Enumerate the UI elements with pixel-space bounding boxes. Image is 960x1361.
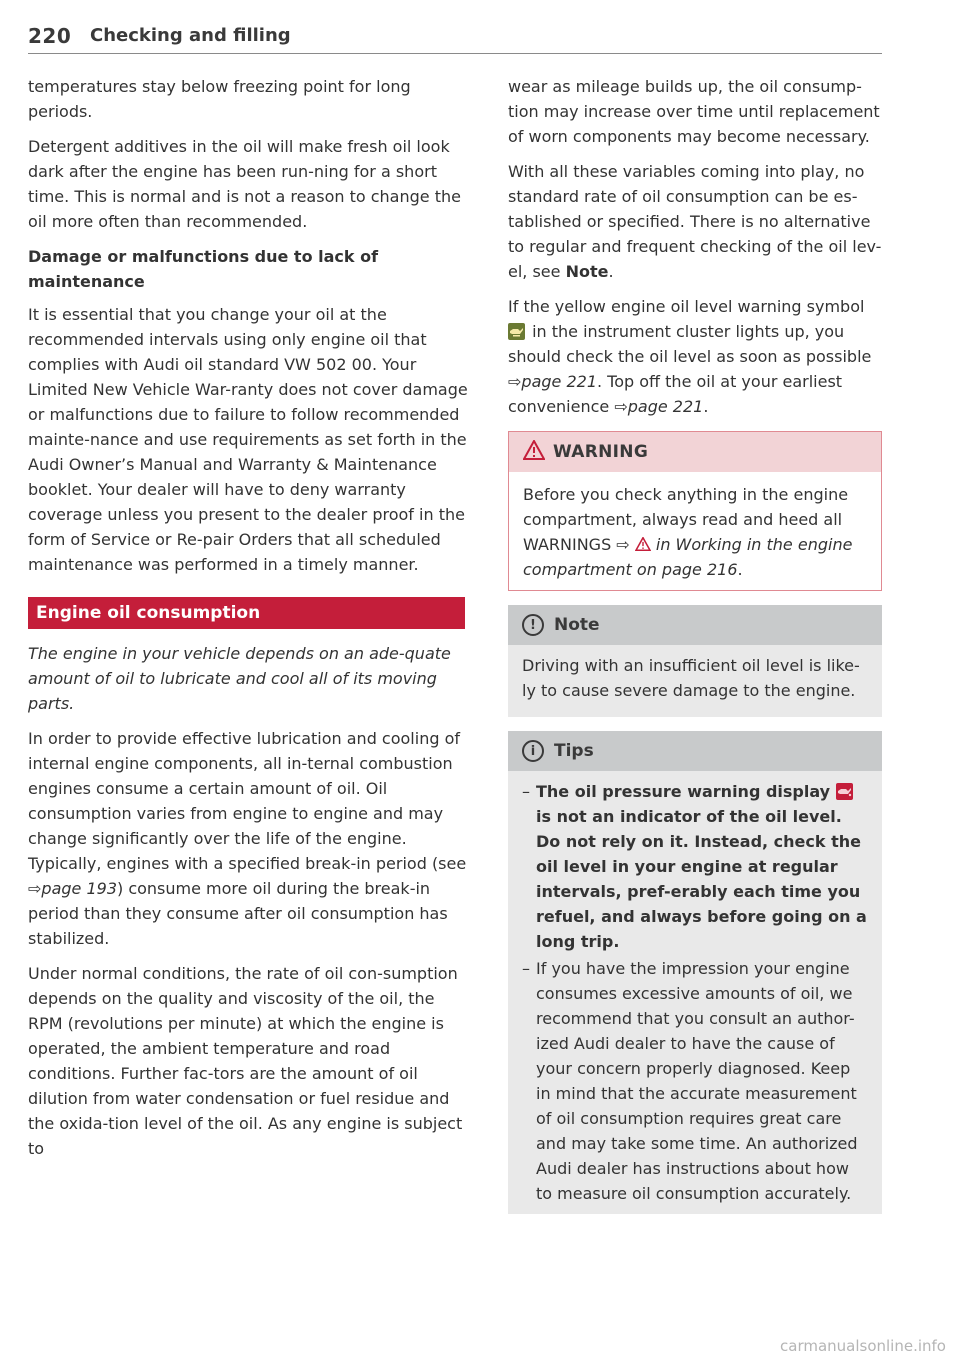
tips-title: Tips [554, 741, 594, 761]
tips-header [508, 731, 882, 771]
paragraph [508, 294, 882, 419]
text: ) consume more oil during the break-in period than they consume after oil consumption has stabilized. [28, 879, 448, 948]
warning-box [508, 431, 882, 591]
info-circle-icon: i [522, 740, 544, 762]
note-box [508, 605, 882, 717]
engine-oil-level-icon [508, 323, 525, 340]
warning-header [509, 432, 881, 472]
list-item [522, 956, 868, 1206]
page-reference-link[interactable]: ⇨page 193 [28, 879, 117, 898]
warning-triangle-icon [635, 535, 651, 554]
text: . [703, 397, 709, 416]
right-column [508, 74, 882, 1214]
warning-reference-link[interactable]: in Working in the engine compartment on page 216 [523, 535, 853, 579]
text: If the yellow engine oil level warning symbol [508, 297, 865, 316]
list-item [522, 779, 868, 954]
text: . [737, 560, 743, 579]
paragraph: It is essential that you change your oil at the recommended intervals using only engine oil that complies with Audi oil standard VW 502 00. Your Limited New Vehicle War-ranty does not cover damage or malfunctions due to failure to follow recommended mainte-nance and use requirements as set forth in the Audi Owner’s Manual and Warranty & Maintenance booklet. Your dealer will have to deny warranty coverage unless you present to the dealer proof in the form of Service or Re-pair Orders that all scheduled maintenance was performed in a timely manner. [28, 305, 468, 574]
note-body [508, 645, 882, 717]
bullet-dash: – [522, 959, 530, 978]
warning-title: WARNING [553, 442, 649, 462]
intro-paragraph: The engine in your vehicle depends on an ade-quate amount of oil to lubricate and cool all of its moving parts. [28, 644, 451, 713]
note-title: Note [554, 615, 600, 635]
warning-body [509, 472, 881, 590]
tips-box [508, 731, 882, 1214]
page-header [28, 22, 882, 54]
text: in the instrument cluster lights up, you should check the oil level as soon as possible [508, 322, 872, 366]
text: . [608, 262, 614, 281]
note-text: Driving with an insufficient oil level is like-ly to cause severe damage to the engine. [522, 656, 860, 700]
text: Before you check anything in the engine compartment, always read and heed all WARNINGS ⇨ [523, 485, 849, 554]
text: is not an indicator of the oil level. Do not rely on it. Instead, check the oil level in your engine at regular intervals, pref-erably each time you refuel, and always before going on a long trip. [536, 807, 867, 951]
section-band-heading: Engine oil consumption [28, 597, 465, 629]
page-reference-link[interactable]: ⇨page 221 [614, 397, 704, 416]
paragraph: temperatures stay below freezing point for long periods. [28, 77, 411, 121]
watermark: carmanualsonline.info [780, 1337, 946, 1355]
section-title: Checking and filling [90, 25, 291, 46]
text: The oil pressure warning display [536, 782, 836, 801]
note-header [508, 605, 882, 645]
paragraph [28, 726, 468, 951]
text: In order to provide effective lubrication and cooling of internal engine components, all in-ternal combustion engines consume a certain amount of oil. Oil consumption varies from engine to engine and may change significantly over the life of the engine. Typically, engines with a specified break-in period (see [28, 729, 467, 873]
paragraph: Under normal conditions, the rate of oil con-sumption depends on the quality and viscosity of the oil, the RPM (revolutions per minute) at which the engine is operated, the ambient temperature and road conditions. Further fac-tors are the amount of oil dilution from water condensation or fuel residue and the oxida-tion level of the oil. As any engine is subject to [28, 964, 463, 1158]
tips-body [508, 771, 882, 1214]
left-column [28, 74, 468, 1171]
subheading: Damage or malfunctions due to lack of maintenance [28, 247, 379, 291]
page-number: 220 [28, 24, 72, 48]
tip-text: If you have the impression your engine consumes excessive amounts of oil, we recommend that you consult an author-ized Audi dealer to have the cause of your concern properly diagnosed. Keep in mind that the accurate measurement of oil consumption requires great care and may take some time. An authorized Audi dealer has instructions about how to measure oil consumption accurately. [536, 959, 858, 1203]
paragraph [508, 159, 882, 284]
bullet-dash: – [522, 782, 530, 801]
page-reference-link[interactable]: ⇨page 221 [508, 372, 597, 391]
warning-text [523, 482, 867, 582]
tip-text [536, 779, 868, 954]
paragraph: Detergent additives in the oil will make fresh oil look dark after the engine has been run-ning for a short time. This is normal and is not a reason to change the oil more often than recommended. [28, 137, 461, 231]
oil-can-icon [836, 783, 853, 800]
paragraph: wear as mileage builds up, the oil consump-tion may increase over time until replacement of worn components may become necessary. [508, 77, 880, 146]
text: . Top off the oil at your earliest convenience [508, 372, 843, 416]
warning-triangle-icon [523, 440, 545, 464]
text: With all these variables coming into play, no standard rate of oil consumption can be es-tablished or specified. There is no alternative to regular and frequent checking of the oil lev-el, see [508, 162, 882, 281]
exclamation-circle-icon: ! [522, 614, 544, 636]
note-reference: Note [565, 262, 609, 281]
